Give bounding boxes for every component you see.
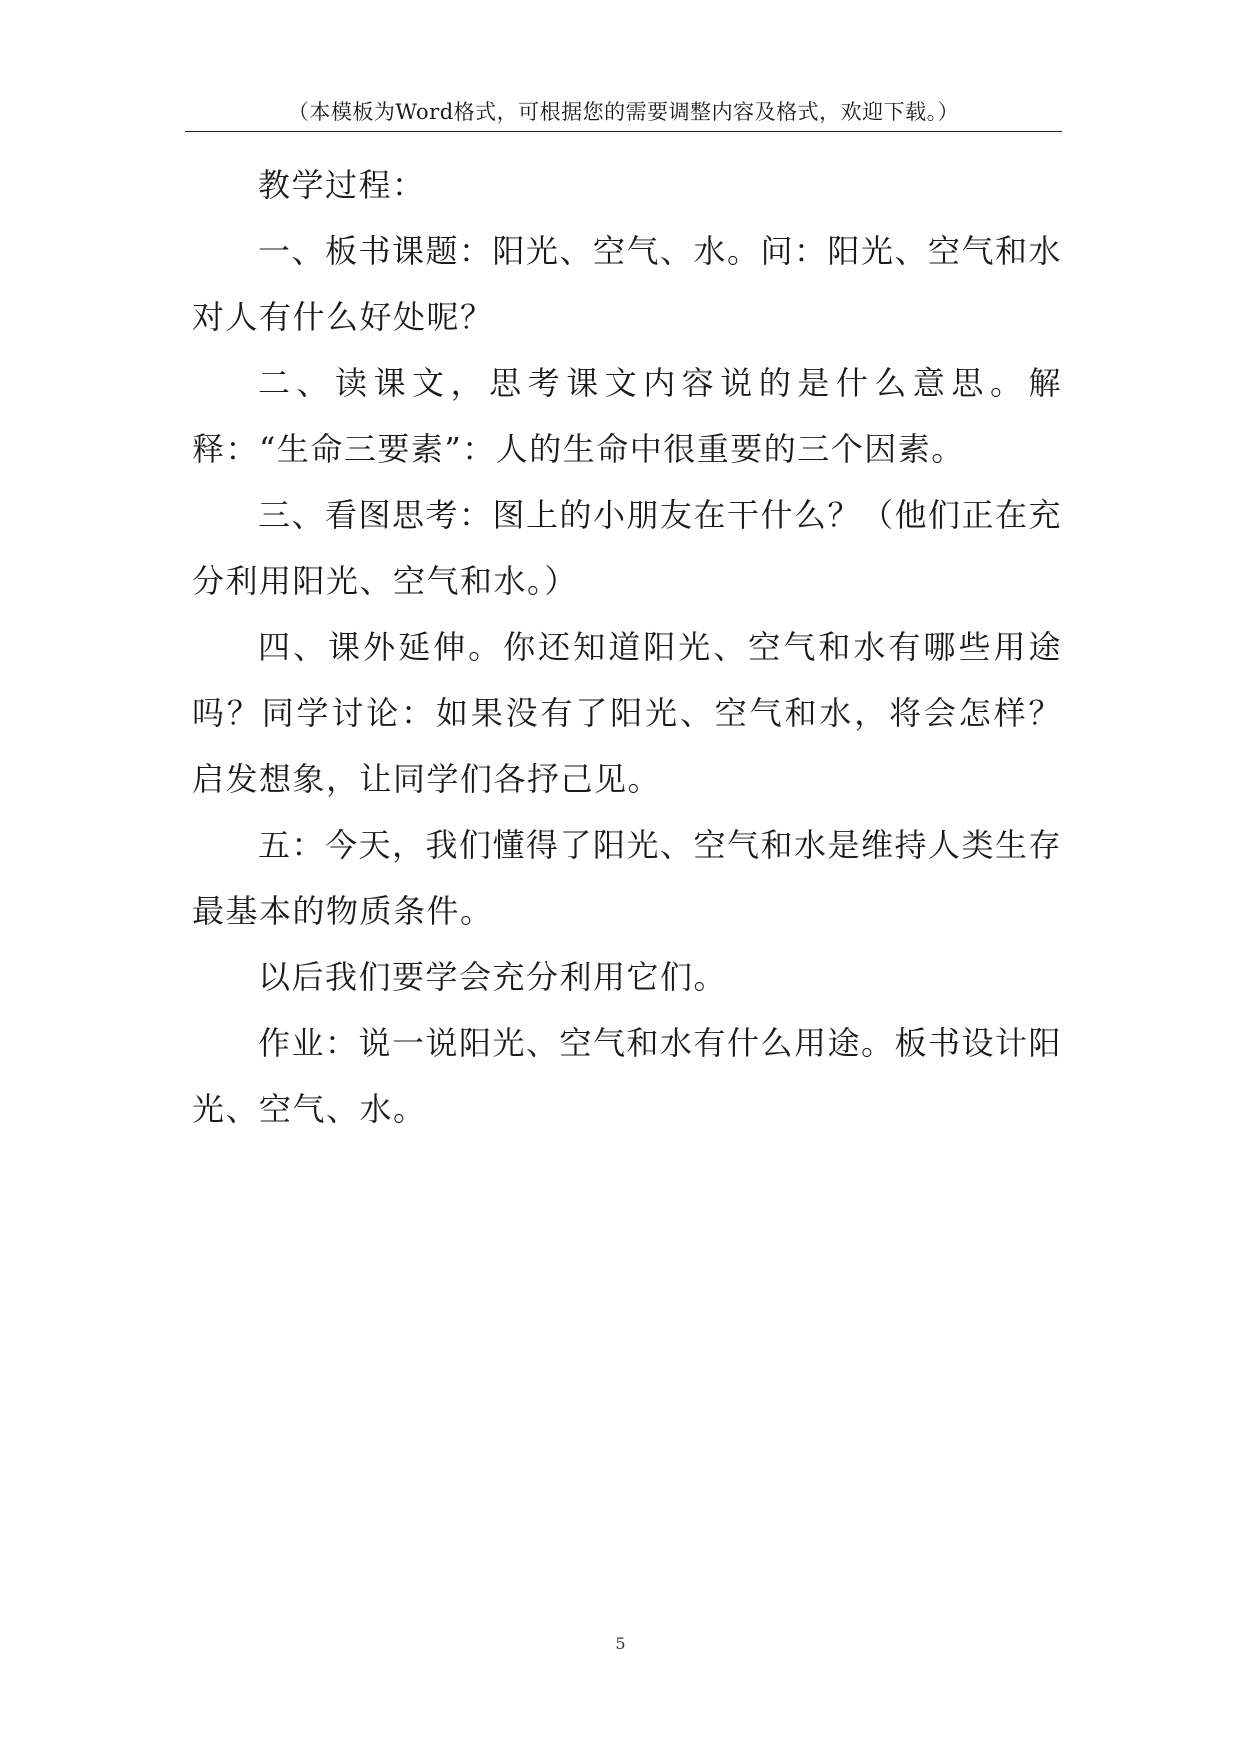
paragraph-step-four: 四、课外延伸。你还知道阳光、空气和水有哪些用途吗？同学讨论：如果没有了阳光、空气和水，将会怎样？启发想象，让同学们各抒己见。 xyxy=(192,628,1062,798)
paragraph-step-two: 二、读课文，思考课文内容说的是什么意思。解释：“生命三要素”：人的生命中很重要的三个因素。 xyxy=(192,364,1062,468)
paragraph-step-three: 三、看图思考：图上的小朋友在干什么？（他们正在充分利用阳光、空气和水。） xyxy=(192,496,1063,600)
document-body xyxy=(192,152,1062,1142)
paragraph-homework: 作业：说一说阳光、空气和水有什么用途。板书设计阳光、空气、水。 xyxy=(192,1024,1063,1128)
paragraph-conclusion: 以后我们要学会充分利用它们。 xyxy=(258,958,728,996)
page-number: 5 xyxy=(615,1634,626,1653)
paragraph-process-heading: 教学过程： xyxy=(258,166,426,204)
header-divider xyxy=(185,131,1062,132)
page-header: （本模板为Word格式，可根据您的需要调整内容及格式，欢迎下载。） xyxy=(287,100,960,124)
paragraph-step-one: 一、板书课题：阳光、空气、水。问：阳光、空气和水对人有什么好处呢？ xyxy=(192,232,1063,336)
paragraph-step-five: 五：今天，我们懂得了阳光、空气和水是维持人类生存最基本的物质条件。 xyxy=(192,826,1063,930)
